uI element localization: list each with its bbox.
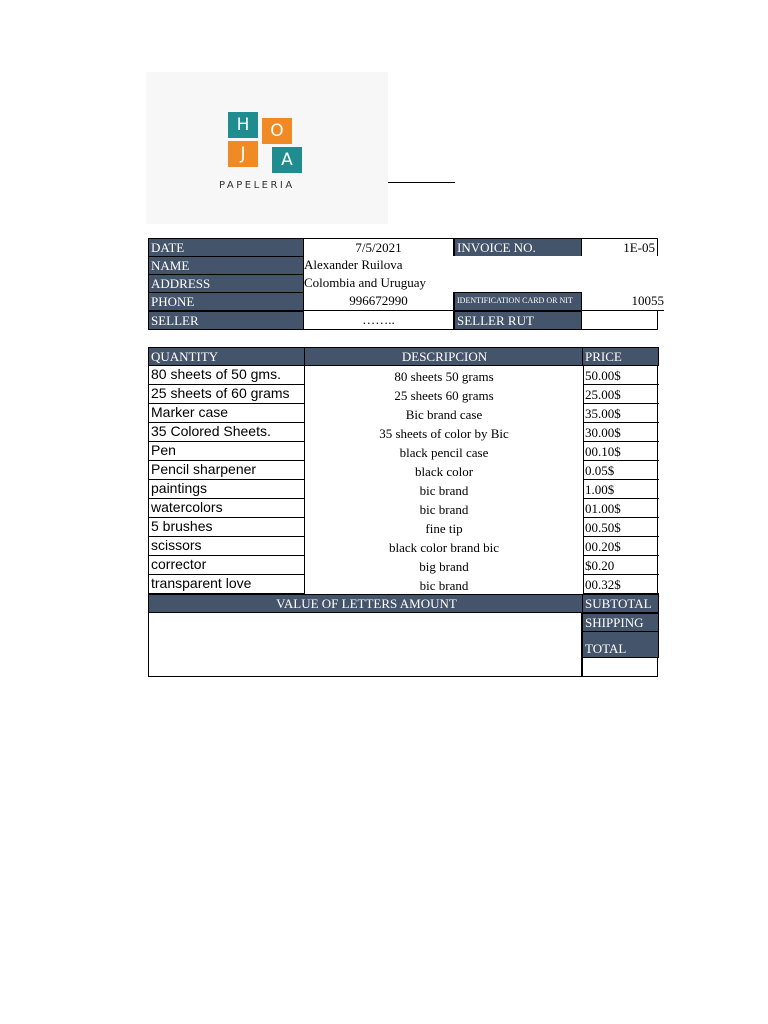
seller-rut-value (582, 311, 658, 330)
description-cell: fine tip (425, 521, 463, 536)
quantity-header: QUANTITY (148, 347, 305, 366)
quantity-cell: Pen (149, 442, 305, 461)
table-row (149, 518, 657, 537)
price-cell: 1.00$ (583, 480, 659, 499)
quantity-cell: 35 Colored Sheets. (149, 423, 305, 442)
invoice-no-value: 1E-05 (582, 238, 658, 257)
description-cell: 80 sheets 50 grams (394, 369, 494, 384)
logo-background (146, 72, 388, 224)
description-cell: big brand (419, 559, 469, 574)
quantity-cell: watercolors (149, 499, 305, 518)
address-value: Colombia and Uruguay (304, 274, 658, 293)
table-row (149, 442, 657, 461)
phone-value: 996672990 (304, 292, 454, 311)
description-header: DESCRIPCION (304, 347, 583, 366)
price-cell: $0.20 (583, 556, 659, 575)
table-row (149, 461, 657, 480)
logo-tile-a: A (272, 147, 302, 173)
price-cell: 01.00$ (583, 499, 659, 518)
logo-tile-h: H (228, 112, 258, 138)
description-cell: black color (414, 464, 474, 479)
quantity-cell: transparent love (149, 575, 305, 594)
price-cell: 35.00$ (583, 404, 659, 423)
logo-tile-j: J (228, 141, 258, 167)
date-label: DATE (148, 238, 304, 257)
identification-label: IDENTIFICATION CARD OR NIT (454, 292, 582, 311)
items-table (148, 347, 658, 677)
table-row (149, 423, 657, 442)
name-label: NAME (148, 256, 304, 275)
table-row (149, 385, 657, 404)
logo-caption: PAPELERIA (219, 180, 295, 191)
description-cell: Bic brand case (405, 407, 483, 422)
seller-value: …….. (304, 311, 454, 330)
price-cell: 30.00$ (583, 423, 659, 442)
identification-value: 10055 (582, 292, 664, 311)
description-cell: 25 sheets 60 grams (394, 388, 494, 403)
table-row (149, 499, 657, 518)
table-row (149, 537, 657, 556)
name-value: Alexander Ruilova (304, 256, 658, 275)
quantity-cell: paintings (149, 480, 305, 499)
price-cell: 00.10$ (583, 442, 659, 461)
logo-tile-o: O (262, 118, 292, 144)
description-cell: black pencil case (399, 445, 489, 460)
table-row (149, 480, 657, 499)
quantity-cell: Marker case (149, 404, 305, 423)
signature-line (388, 182, 455, 183)
description-cell: bic brand (419, 502, 469, 517)
letters-amount-value (149, 613, 582, 676)
description-cell: black color brand bic (388, 540, 500, 555)
phone-label: PHONE (148, 292, 304, 311)
price-cell: 25.00$ (583, 385, 659, 404)
seller-rut-label: SELLER RUT (454, 311, 582, 330)
invoice-no-label: INVOICE NO. (454, 238, 582, 257)
subtotal-label: SUBTOTAL (582, 594, 659, 613)
price-header: PRICE (582, 347, 659, 366)
letters-amount-header: VALUE OF LETTERS AMOUNT (148, 594, 583, 613)
description-cell: 35 sheets of color by Bic (379, 426, 509, 441)
description-cell: bic brand (419, 483, 469, 498)
quantity-cell: corrector (149, 556, 305, 575)
quantity-cell: 80 sheets of 50 gms. (149, 366, 305, 385)
total-label: TOTAL (582, 631, 659, 658)
price-cell: 00.50$ (583, 518, 659, 537)
quantity-cell: Pencil sharpener (149, 461, 305, 480)
description-cell: bic brand (419, 578, 469, 593)
table-row (149, 556, 657, 575)
address-label: ADDRESS (148, 274, 304, 293)
shipping-label: SHIPPING (582, 613, 659, 632)
table-row (149, 366, 657, 385)
date-value: 7/5/2021 (304, 238, 454, 257)
quantity-cell: 5 brushes (149, 518, 305, 537)
seller-label: SELLER (148, 311, 304, 330)
price-cell: 00.20$ (583, 537, 659, 556)
quantity-cell: scissors (149, 537, 305, 556)
table-row (149, 404, 657, 423)
price-cell: 0.05$ (583, 461, 659, 480)
table-row (149, 575, 657, 594)
price-cell: 00.32$ (583, 575, 659, 594)
total-value (582, 657, 659, 676)
price-cell: 50.00$ (583, 366, 659, 385)
quantity-cell: 25 sheets of 60 grams (149, 385, 305, 404)
